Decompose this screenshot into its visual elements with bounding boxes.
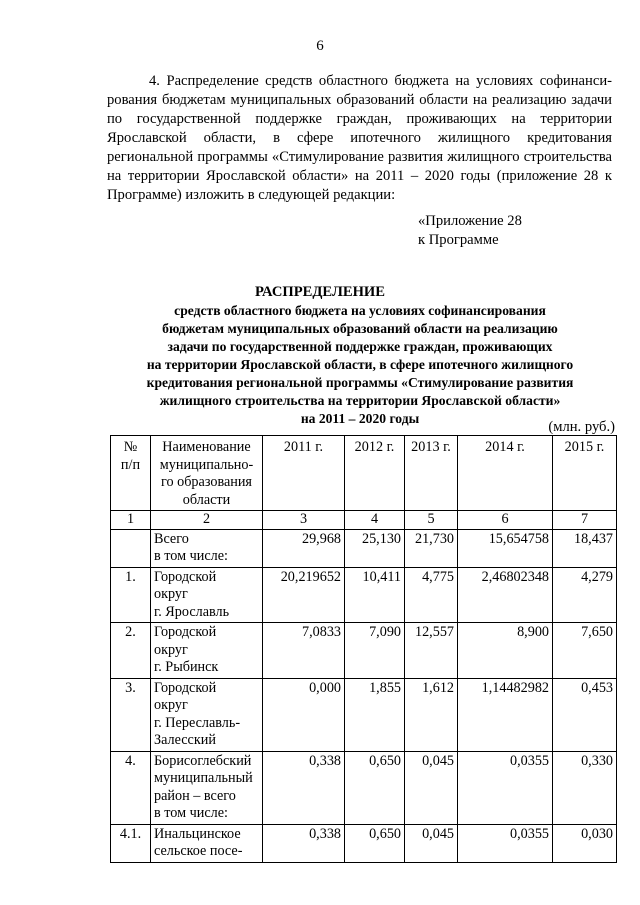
table-row xyxy=(111,567,617,623)
value-2015: 7,650 xyxy=(553,623,617,679)
row-name: Борисоглебский муниципальный район – всего в том числе: xyxy=(151,751,263,824)
body-paragraph: 4. Распределение средств областного бюджета на условиях софинанси-рования бюджетам муниципальных образований области на реализацию задачи по государственной поддержке граждан, проживающих на территории Ярославской области, в сфере ипотечного жилищного кредитования региональной программы «Стимулирование развития жилищного строительства на территории Ярославской области» на 2011 – 2020 годы (приложение 28 к Программе) изложить в следующей редакции: xyxy=(107,73,612,203)
row-name: Городской округ г. Ярославль xyxy=(151,567,263,623)
appendix-line-1: «Приложение 28 xyxy=(418,213,522,229)
subtitle-line: средств областного бюджета на условиях софинансирования xyxy=(174,303,546,318)
value-2011: 0,338 xyxy=(263,824,345,862)
subtitle-line: кредитования региональной программы «Стимулирование развития xyxy=(146,375,574,390)
header-2015: 2015 г. xyxy=(553,436,617,511)
index-cell: 5 xyxy=(405,511,458,530)
subtitle-line: на территории Ярославской области, в сфере ипотечного жилищного xyxy=(146,357,574,372)
index-cell: 2 xyxy=(151,511,263,530)
subtitle-line: бюджетам муниципальных образований области на реализацию xyxy=(162,321,558,336)
table-row xyxy=(111,623,617,679)
value-2013: 0,045 xyxy=(405,751,458,824)
value-2015: 0,330 xyxy=(553,751,617,824)
row-name: Инальцинское сельское посе- xyxy=(151,824,263,862)
value-2012: 7,090 xyxy=(345,623,405,679)
value-2013: 21,730 xyxy=(405,529,458,567)
index-cell: 3 xyxy=(263,511,345,530)
value-2011: 7,0833 xyxy=(263,623,345,679)
value-2015: 0,030 xyxy=(553,824,617,862)
index-cell: 6 xyxy=(458,511,553,530)
table-row xyxy=(111,529,617,567)
row-name: Городской округ г. Переславль- Залесский xyxy=(151,678,263,751)
index-cell: 4 xyxy=(345,511,405,530)
page-number: 6 xyxy=(316,38,324,54)
subtitle-line: задачи по государственной поддержке граждан, проживающих xyxy=(167,339,553,354)
appendix-line-2: к Программе xyxy=(418,232,499,248)
header-2014: 2014 г. xyxy=(458,436,553,511)
value-2015: 18,437 xyxy=(553,529,617,567)
row-number: 4.1. xyxy=(111,824,151,862)
value-2012: 1,855 xyxy=(345,678,405,751)
value-2015: 0,453 xyxy=(553,678,617,751)
value-2013: 1,612 xyxy=(405,678,458,751)
subtitle-line: жилищного строительства на территории Ярославской области» xyxy=(159,393,561,408)
row-number: 4. xyxy=(111,751,151,824)
table-row xyxy=(111,824,617,862)
header-municipality: Наименование муниципально- го образования области xyxy=(151,436,263,511)
header-2012: 2012 г. xyxy=(345,436,405,511)
value-2014: 8,900 xyxy=(458,623,553,679)
value-2012: 0,650 xyxy=(345,751,405,824)
value-2014: 0,0355 xyxy=(458,751,553,824)
index-cell: 1 xyxy=(111,511,151,530)
table-header-row xyxy=(111,436,617,511)
table-row xyxy=(111,678,617,751)
row-number xyxy=(111,529,151,567)
value-2011: 29,968 xyxy=(263,529,345,567)
value-2013: 12,557 xyxy=(405,623,458,679)
row-name: Всего в том числе: xyxy=(151,529,263,567)
subtitle-line: на 2011 – 2020 годы xyxy=(300,411,420,426)
row-number: 2. xyxy=(111,623,151,679)
header-number: № п/п xyxy=(111,436,151,511)
value-2011: 0,000 xyxy=(263,678,345,751)
value-2012: 10,411 xyxy=(345,567,405,623)
header-2011: 2011 г. xyxy=(263,436,345,511)
table-row xyxy=(111,751,617,824)
appendix-reference xyxy=(418,212,522,250)
header-2013: 2013 г. xyxy=(405,436,458,511)
value-2014: 0,0355 xyxy=(458,824,553,862)
row-number: 1. xyxy=(111,567,151,623)
value-2014: 15,654758 xyxy=(458,529,553,567)
value-2015: 4,279 xyxy=(553,567,617,623)
value-2013: 0,045 xyxy=(405,824,458,862)
value-2014: 2,46802348 xyxy=(458,567,553,623)
value-2012: 25,130 xyxy=(345,529,405,567)
value-2011: 20,219652 xyxy=(263,567,345,623)
document-title: РАСПРЕДЕЛЕНИЕ xyxy=(254,284,386,300)
value-2012: 0,650 xyxy=(345,824,405,862)
row-name: Городской округ г. Рыбинск xyxy=(151,623,263,679)
column-index-row xyxy=(111,511,617,530)
index-cell: 7 xyxy=(553,511,617,530)
units-label: (млн. руб.) xyxy=(548,419,615,435)
document-subtitle xyxy=(100,302,620,428)
row-number: 3. xyxy=(111,678,151,751)
value-2011: 0,338 xyxy=(263,751,345,824)
distribution-table xyxy=(110,435,617,863)
value-2014: 1,14482982 xyxy=(458,678,553,751)
value-2013: 4,775 xyxy=(405,567,458,623)
